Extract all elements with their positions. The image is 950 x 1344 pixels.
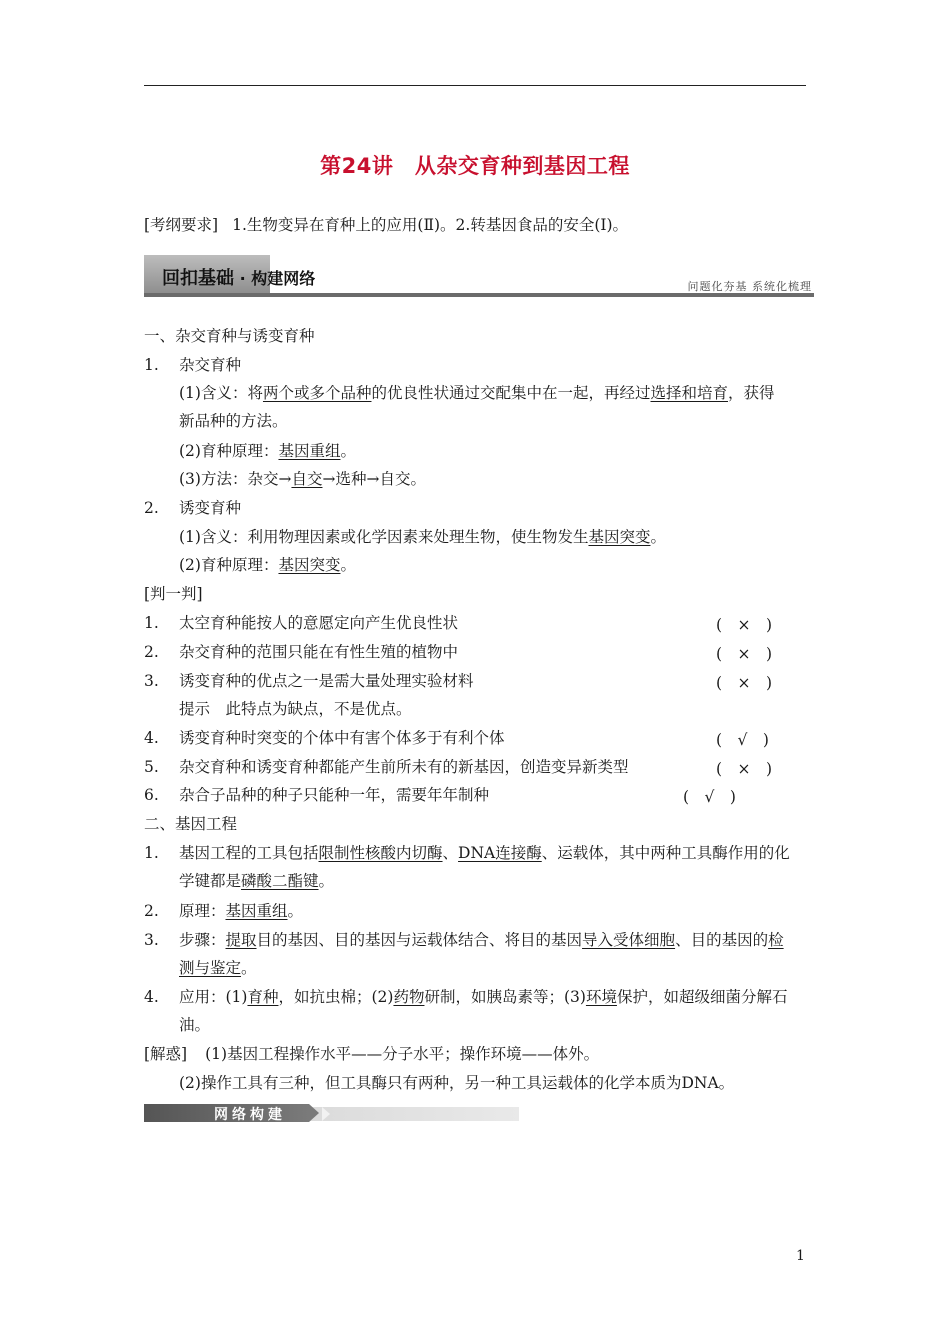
s1-item1-title bbox=[144, 355, 241, 375]
text: ，获得 bbox=[728, 384, 775, 402]
text: 的优良性状通过交配集中在一起，再经过 bbox=[371, 384, 651, 402]
judge-statement: 诱变育种时突变的个体中有害个体多于有利个体 bbox=[179, 729, 505, 747]
chevron-right-icon bbox=[309, 1104, 319, 1122]
item-number: 4. bbox=[144, 988, 159, 1006]
judge-statement: 诱变育种的优点之一是需大量处理实验材料 bbox=[179, 672, 474, 690]
blank-answer: 导入受体细胞 bbox=[582, 931, 676, 949]
text: (1)含义：利用物理因素或化学因素来处理生物，使生物发生 bbox=[179, 528, 589, 546]
text: 步骤： bbox=[179, 931, 226, 949]
blank-answer: 基因重组 bbox=[225, 902, 288, 920]
text: 保护，如超级细菌分解石 bbox=[616, 988, 788, 1006]
blank-answer: 选择和培育 bbox=[650, 384, 729, 402]
judge-statement: 杂交育种的范围只能在有性生殖的植物中 bbox=[179, 643, 459, 661]
text: 。 bbox=[340, 442, 356, 460]
explain-line2: (2)操作工具有三种，但工具酶只有两种，另一种工具运载体的化学本质为DNA。 bbox=[179, 1074, 735, 1092]
blank-answer: 育种 bbox=[247, 988, 279, 1006]
text: 基因工程的工具包括 bbox=[179, 844, 319, 862]
blank-answer: 测与鉴定 bbox=[179, 959, 242, 977]
item-title: 诱变育种 bbox=[179, 499, 242, 517]
banner-title-sub: · 构建网络 bbox=[234, 269, 316, 288]
s1-item1-method bbox=[179, 469, 426, 489]
s2-item1 bbox=[144, 843, 790, 863]
header-rule bbox=[144, 85, 806, 86]
s2-item4-cont: 油。 bbox=[179, 1016, 211, 1034]
text: 目的基因、目的基因与运载体结合、将目的基因 bbox=[256, 931, 583, 949]
judge-item bbox=[144, 757, 629, 777]
s2-item1-cont bbox=[179, 871, 334, 891]
item-number: 1. bbox=[144, 844, 159, 862]
syllabus-requirements bbox=[144, 213, 628, 235]
text: (1)含义：将 bbox=[179, 384, 263, 402]
blank-answer: 药物 bbox=[393, 988, 425, 1006]
text: 学键都是 bbox=[179, 872, 242, 890]
blank-answer: 环境 bbox=[585, 988, 617, 1006]
blank-answer: 两个或多个品种 bbox=[262, 384, 372, 402]
item-number: 2. bbox=[144, 499, 159, 517]
item-number: 2. bbox=[144, 643, 159, 661]
explain-label: [解惑] bbox=[144, 1045, 188, 1063]
text: 应用：(1) bbox=[179, 988, 248, 1006]
text: (2)育种原理： bbox=[179, 442, 279, 460]
text: (2)育种原理： bbox=[179, 556, 279, 574]
blank-answer: 限制性核酸内切酶 bbox=[318, 844, 443, 862]
network-banner bbox=[144, 1104, 519, 1122]
judge-answer: ( × ) bbox=[716, 674, 773, 692]
text: ，如抗虫棉；(2) bbox=[278, 988, 394, 1006]
judge-answer: ( × ) bbox=[716, 616, 773, 634]
page-number: 1 bbox=[796, 1248, 805, 1264]
explain-line1 bbox=[144, 1044, 599, 1064]
judge-answer: ( × ) bbox=[716, 645, 773, 663]
judge-item bbox=[144, 613, 458, 633]
blank-answer: DNA连接酶 bbox=[458, 844, 542, 862]
item-number: 3. bbox=[144, 931, 159, 949]
judge-item bbox=[144, 785, 489, 805]
judge-statement: 杂交育种和诱变育种都能产生前所未有的新基因，创造变异新类型 bbox=[179, 758, 629, 776]
judge-item bbox=[144, 671, 474, 691]
judge-item bbox=[144, 642, 458, 662]
blank-answer: 基因突变 bbox=[588, 528, 651, 546]
banner-bar bbox=[144, 293, 814, 297]
blank-answer: 基因突变 bbox=[278, 556, 341, 574]
judge-statement: 太空育种能按人的意愿定向产生优良性状 bbox=[179, 614, 459, 632]
text: 研制，如胰岛素等；(3) bbox=[424, 988, 586, 1006]
judge-answer: ( × ) bbox=[716, 760, 773, 778]
item-number: 4. bbox=[144, 729, 159, 747]
text: 原理： bbox=[179, 902, 226, 920]
item-number: 5. bbox=[144, 758, 159, 776]
page-title: 第24讲 从杂交育种到基因工程 bbox=[320, 154, 630, 178]
judge-label: [判一判] bbox=[144, 585, 203, 603]
item-title: 杂交育种 bbox=[179, 356, 242, 374]
s2-item3 bbox=[144, 930, 784, 950]
syllabus-text: 1.生物变异在育种上的应用(Ⅱ)。2.转基因食品的安全(Ⅰ)。 bbox=[232, 216, 629, 234]
judge-answer: ( √ ) bbox=[716, 731, 769, 749]
judge-item bbox=[144, 728, 505, 748]
s1-item2-title bbox=[144, 498, 241, 518]
text: 、 bbox=[442, 844, 459, 862]
text: 。 bbox=[318, 872, 335, 890]
blank-answer: 基因重组 bbox=[278, 442, 341, 460]
chevron-right-icon bbox=[322, 1107, 330, 1121]
judge-hint: 提示 此特点为缺点，不是优点。 bbox=[179, 700, 412, 718]
s1-item1-principle bbox=[179, 441, 356, 461]
item-number: 6. bbox=[144, 786, 159, 804]
section-banner bbox=[144, 255, 814, 299]
s1-item1-definition-cont: 新品种的方法。 bbox=[179, 412, 288, 430]
s1-item1-definition bbox=[179, 383, 775, 403]
s1-item2-principle bbox=[179, 555, 356, 575]
banner-title bbox=[162, 264, 315, 290]
text: 。 bbox=[241, 959, 257, 977]
banner-title-main: 回扣基础 bbox=[162, 268, 234, 289]
judge-answer: ( √ ) bbox=[683, 788, 736, 806]
s1-item2-definition bbox=[179, 527, 666, 547]
text: (1)基因工程操作水平——分子水平；操作环境——体外。 bbox=[205, 1045, 600, 1063]
item-number: 3. bbox=[144, 672, 159, 690]
text: 、运载体，其中两种工具酶作用的化 bbox=[541, 844, 790, 862]
blank-answer: 检 bbox=[768, 931, 784, 949]
network-banner-title: 网络构建 bbox=[214, 1107, 286, 1123]
s2-item3-cont bbox=[179, 958, 257, 978]
text: (3)方法：杂交→ bbox=[179, 470, 292, 488]
s2-item4 bbox=[144, 987, 787, 1007]
text: 。 bbox=[287, 902, 304, 920]
s2-item2 bbox=[144, 901, 303, 921]
judge-statement: 杂合子品种的种子只能种一年，需要年年制种 bbox=[179, 786, 490, 804]
blank-answer: 提取 bbox=[225, 931, 257, 949]
banner-tagline: 问题化夯基 系统化梳理 bbox=[687, 280, 812, 293]
blank-answer: 磷酸二酯键 bbox=[241, 872, 319, 890]
section1-heading: 一、杂交育种与诱变育种 bbox=[144, 327, 315, 345]
text: 。 bbox=[650, 528, 666, 546]
item-number: 1. bbox=[144, 614, 159, 632]
section2-heading: 二、基因工程 bbox=[144, 815, 238, 833]
item-number: 1. bbox=[144, 356, 159, 374]
blank-answer: 自交 bbox=[291, 470, 323, 488]
item-number: 2. bbox=[144, 902, 159, 920]
text: →选种→自交。 bbox=[322, 470, 426, 488]
text: 、目的基因的 bbox=[675, 931, 769, 949]
text: 。 bbox=[340, 556, 356, 574]
syllabus-label: [考纲要求] bbox=[144, 216, 219, 234]
